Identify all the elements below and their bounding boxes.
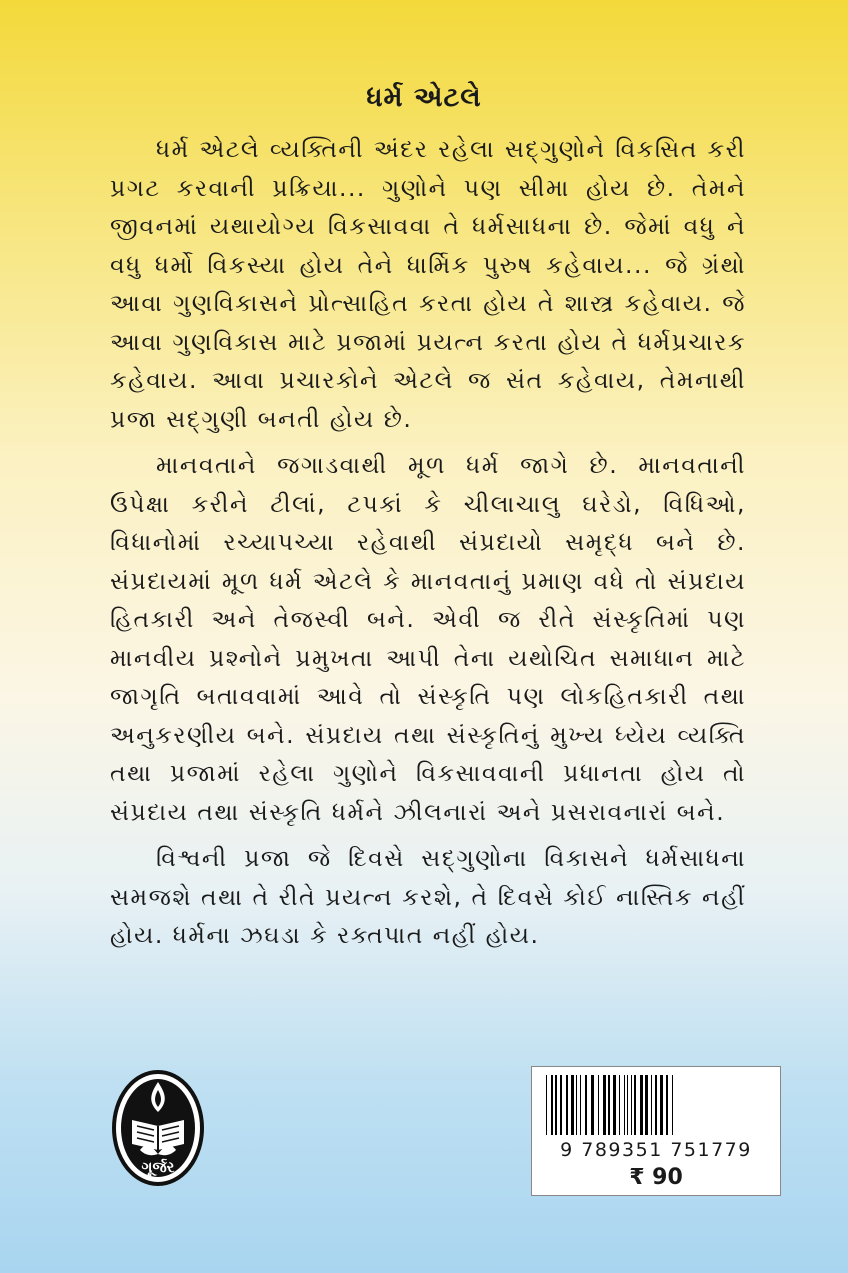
barcode-bar	[655, 1075, 657, 1135]
page-heading: ધર્મ એટલે	[366, 82, 482, 113]
barcode-bar	[598, 1075, 599, 1135]
barcode-bar	[631, 1075, 632, 1135]
barcode-bar	[613, 1075, 616, 1135]
logo-text: ગૂર્જર	[141, 1158, 175, 1176]
barcode-bar	[566, 1075, 568, 1135]
barcode-bar	[619, 1075, 620, 1135]
paragraph-3: વિશ્વની પ્રજા જે દિવસે સદ્‌ગુણોના વિકાસને ધર્મસાધના સમજશે તથા તે રીતે પ્રયત્ન કરશે, તે દિવસે કોઈ નાસ્તિક નહીં હોય. ધર્મના ઝઘડા કે રક્તપાત નહીં હોય.	[110, 844, 746, 949]
price-label: ₹ 90	[629, 1165, 683, 1190]
body-text	[110, 130, 746, 963]
barcode-bar	[560, 1075, 562, 1135]
barcode-bar	[555, 1075, 557, 1135]
barcode-bar	[571, 1075, 574, 1135]
publisher-logo	[110, 1068, 206, 1188]
barcode-bar	[645, 1075, 648, 1135]
barcode-bar	[551, 1075, 553, 1135]
barcode-label	[531, 1066, 781, 1196]
barcode-bar	[666, 1075, 668, 1135]
barcode-bar	[603, 1075, 606, 1135]
barcode-bar	[634, 1075, 636, 1135]
isbn-number: 9 789351 751779	[560, 1139, 752, 1161]
barcode-bar	[580, 1075, 581, 1135]
paragraph-1: ધર્મ એટલે વ્યક્તિની અંદર રહેલા સદ્‌ગુણોને વિકસિત કરી પ્રગટ કરવાની પ્રક્રિયા... ગુણોને પણ સીમા હોય છે. તેમને જીવનમાં યથાયોગ્ય વિકસાવવા તે ધર્મસાધના છે. જેમાં વધુ ને વધુ ધર્મો વિકસ્યા હોય તેને ધાર્મિક પુરુષ કહેવાય... જે ગ્રંથો આવા ગુણવિકાસને પ્રોત્સાહિત કરતા હોય તે શાસ્ત્ર કહેવાય. જે આવા ગુણવિકાસ માટે પ્રજામાં પ્રયત્ન કરતા હોય તે ધર્મપ્રચારક કહેવાય. આવા પ્રચારકોને એટલે જ સંત કહેવાય, તેમનાથી પ્રજા સદ્‌ગુણી બનતી હોય છે.	[110, 135, 746, 433]
barcode-bar	[672, 1075, 673, 1135]
barcode-bar	[546, 1075, 547, 1135]
barcode-bar	[651, 1075, 652, 1135]
barcode-bar	[627, 1075, 628, 1135]
barcode-bar	[608, 1075, 610, 1135]
barcode-bar	[576, 1075, 577, 1135]
barcode-bar	[640, 1075, 643, 1135]
barcode-bar	[585, 1075, 587, 1135]
barcode-bar	[660, 1075, 663, 1135]
barcode-bar	[591, 1075, 594, 1135]
barcode-image	[540, 1075, 772, 1137]
paragraph-2: માનવતાને જગાડવાથી મૂળ ધર્મ જાગે છે. માનવતાની ઉપેક્ષા કરીને ટીલાં, ટપકાં કે ચીલાચાલુ ઘરેડો, વિધિઓ, વિધાનોમાં રચ્યાપચ્યા રહેવાથી સંપ્રદાયો સમૃદ્ધ બને છે. સંપ્રદાયમાં મૂળ ધર્મ એટલે કે માનવતાનું પ્રમાણ વધે તો સંપ્રદાય હિતકારી અને તેજસ્વી બને. એવી જ રીતે સંસ્કૃતિમાં પણ માનવીય પ્રશ્નોને પ્રમુખતા આપી તેના યથોચિત સમાધાન માટે જાગૃતિ બતાવવામાં આવે તો સંસ્કૃતિ પણ લોકહિતકારી તથા અનુકરણીય બને. સંપ્રદાય તથા સંસ્કૃતિનું મુખ્ય ધ્યેય વ્યક્તિ તથા પ્રજામાં રહેલા ગુણોને વિકસાવવાની પ્રધાનતા હોય તો સંપ્રદાય તથા સંસ્કૃતિ ધર્મને ઝીલનારાં અને પ્રસરાવનારાં બને.	[110, 451, 746, 826]
barcode-bar	[624, 1075, 625, 1135]
